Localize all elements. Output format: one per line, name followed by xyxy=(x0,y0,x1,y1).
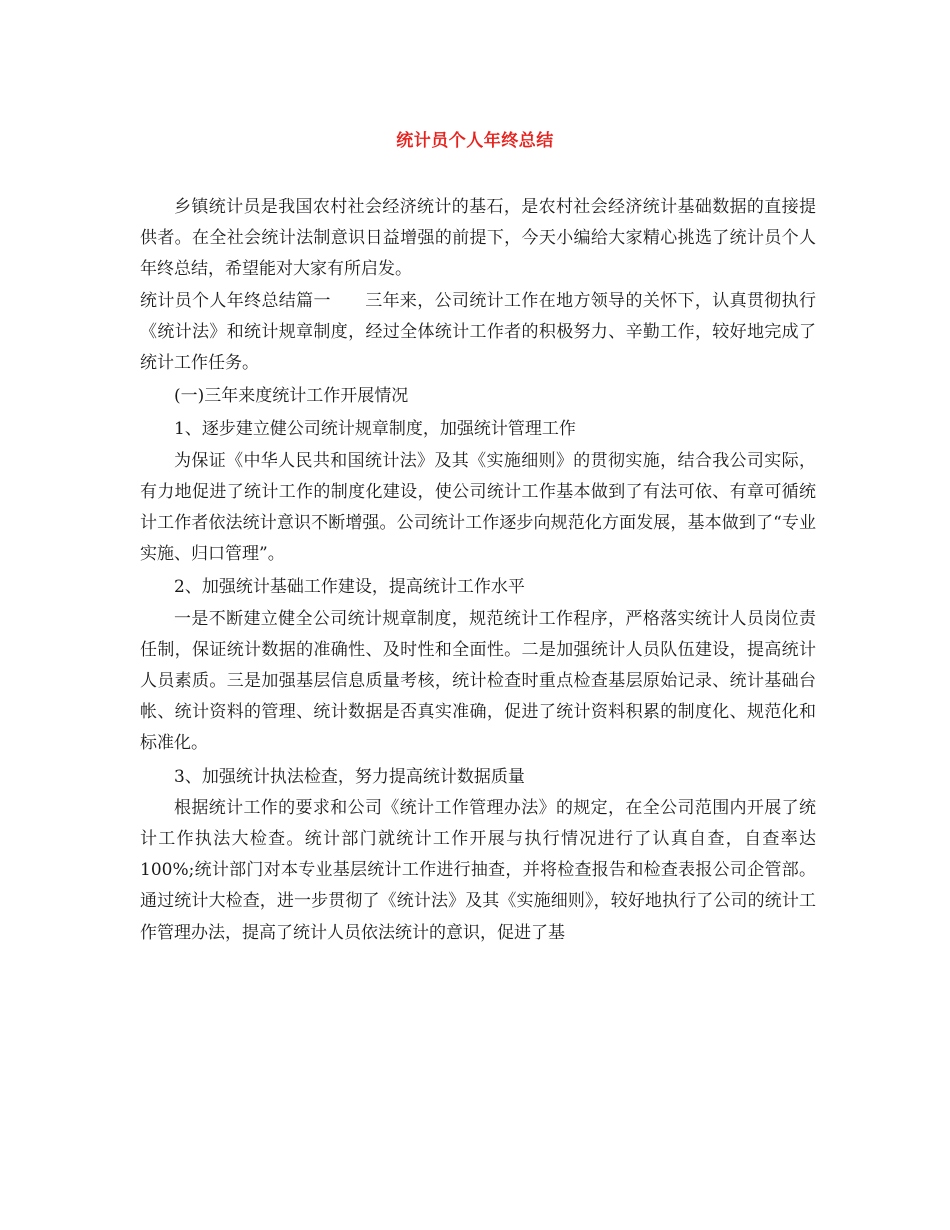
item-three-heading: 3、加强统计执法检查，努力提高统计数据质量 xyxy=(174,766,525,787)
item-one-paragraph: 为保证《中华人民共和国统计法》及其《实施细则》的贯彻实施，结合我公司实际，有力地促进了统计工作的制度化建设，使公司统计工作基本做到了有法可依、有章可循统计工作者依法统计意识不断增强。公司统计工作逐步向规范化方面发展，基本做到了“专业实施、归口管理”。 xyxy=(140,450,816,565)
item-one-heading: 1、逐步建立健公司统计规章制度，加强统计管理工作 xyxy=(174,419,576,440)
item-two-paragraph: 一是不断建立健全公司统计规章制度，规范统计工作程序，严格落实统计人员岗位责任制，保证统计数据的准确性、及时性和全面性。二是加强统计人员队伍建设，提高统计人员素质。三是加强基层信息质量考核，统计检查时重点检查基层原始记录、统计基础台帐、统计资料的管理、统计数据是否真实准确，促进了统计资料积累的制度化、规范化和标准化。 xyxy=(140,608,816,754)
intro-paragraph: 乡镇统计员是我国农村社会经济统计的基石，是农村社会经济统计基础数据的直接提供者。在全社会统计法制意识日益增强的前提下，今天小编给大家精心挑选了统计员个人年终总结，希望能对大家有所启发。 xyxy=(140,197,816,280)
item-three-paragraph: 根据统计工作的要求和公司《统计工作管理办法》的规定，在全公司范围内开展了统计工作执法大检查。统计部门就统计工作开展与执行情况进行了认真自查，自查率达100%;统计部门对本专业基层统计工作进行抽查，并将检查报告和检查表报公司企管部。通过统计大检查，进一步贯彻了《统计法》及其《实施细则》，较好地执行了公司的统计工作管理办法，提高了统计人员依法统计的意识，促进了基 xyxy=(140,797,816,943)
item-two-heading: 2、加强统计基础工作建设，提高统计工作水平 xyxy=(174,577,525,598)
document-title: 统计员个人年终总结 xyxy=(396,131,554,151)
document-body xyxy=(140,192,816,949)
part-one-text: 三年来，公司统计工作在地方领导的关怀下，认真贯彻执行《统计法》和统计规章制度，经过全体统计工作者的积极努力、辛勤工作，较好地完成了统计工作任务。 xyxy=(140,290,817,374)
part-one-paragraph xyxy=(140,286,816,380)
section-one-heading: (一)三年来度统计工作开展情况 xyxy=(174,386,409,407)
part-one-label: 统计员个人年终总结篇一 xyxy=(140,290,331,311)
